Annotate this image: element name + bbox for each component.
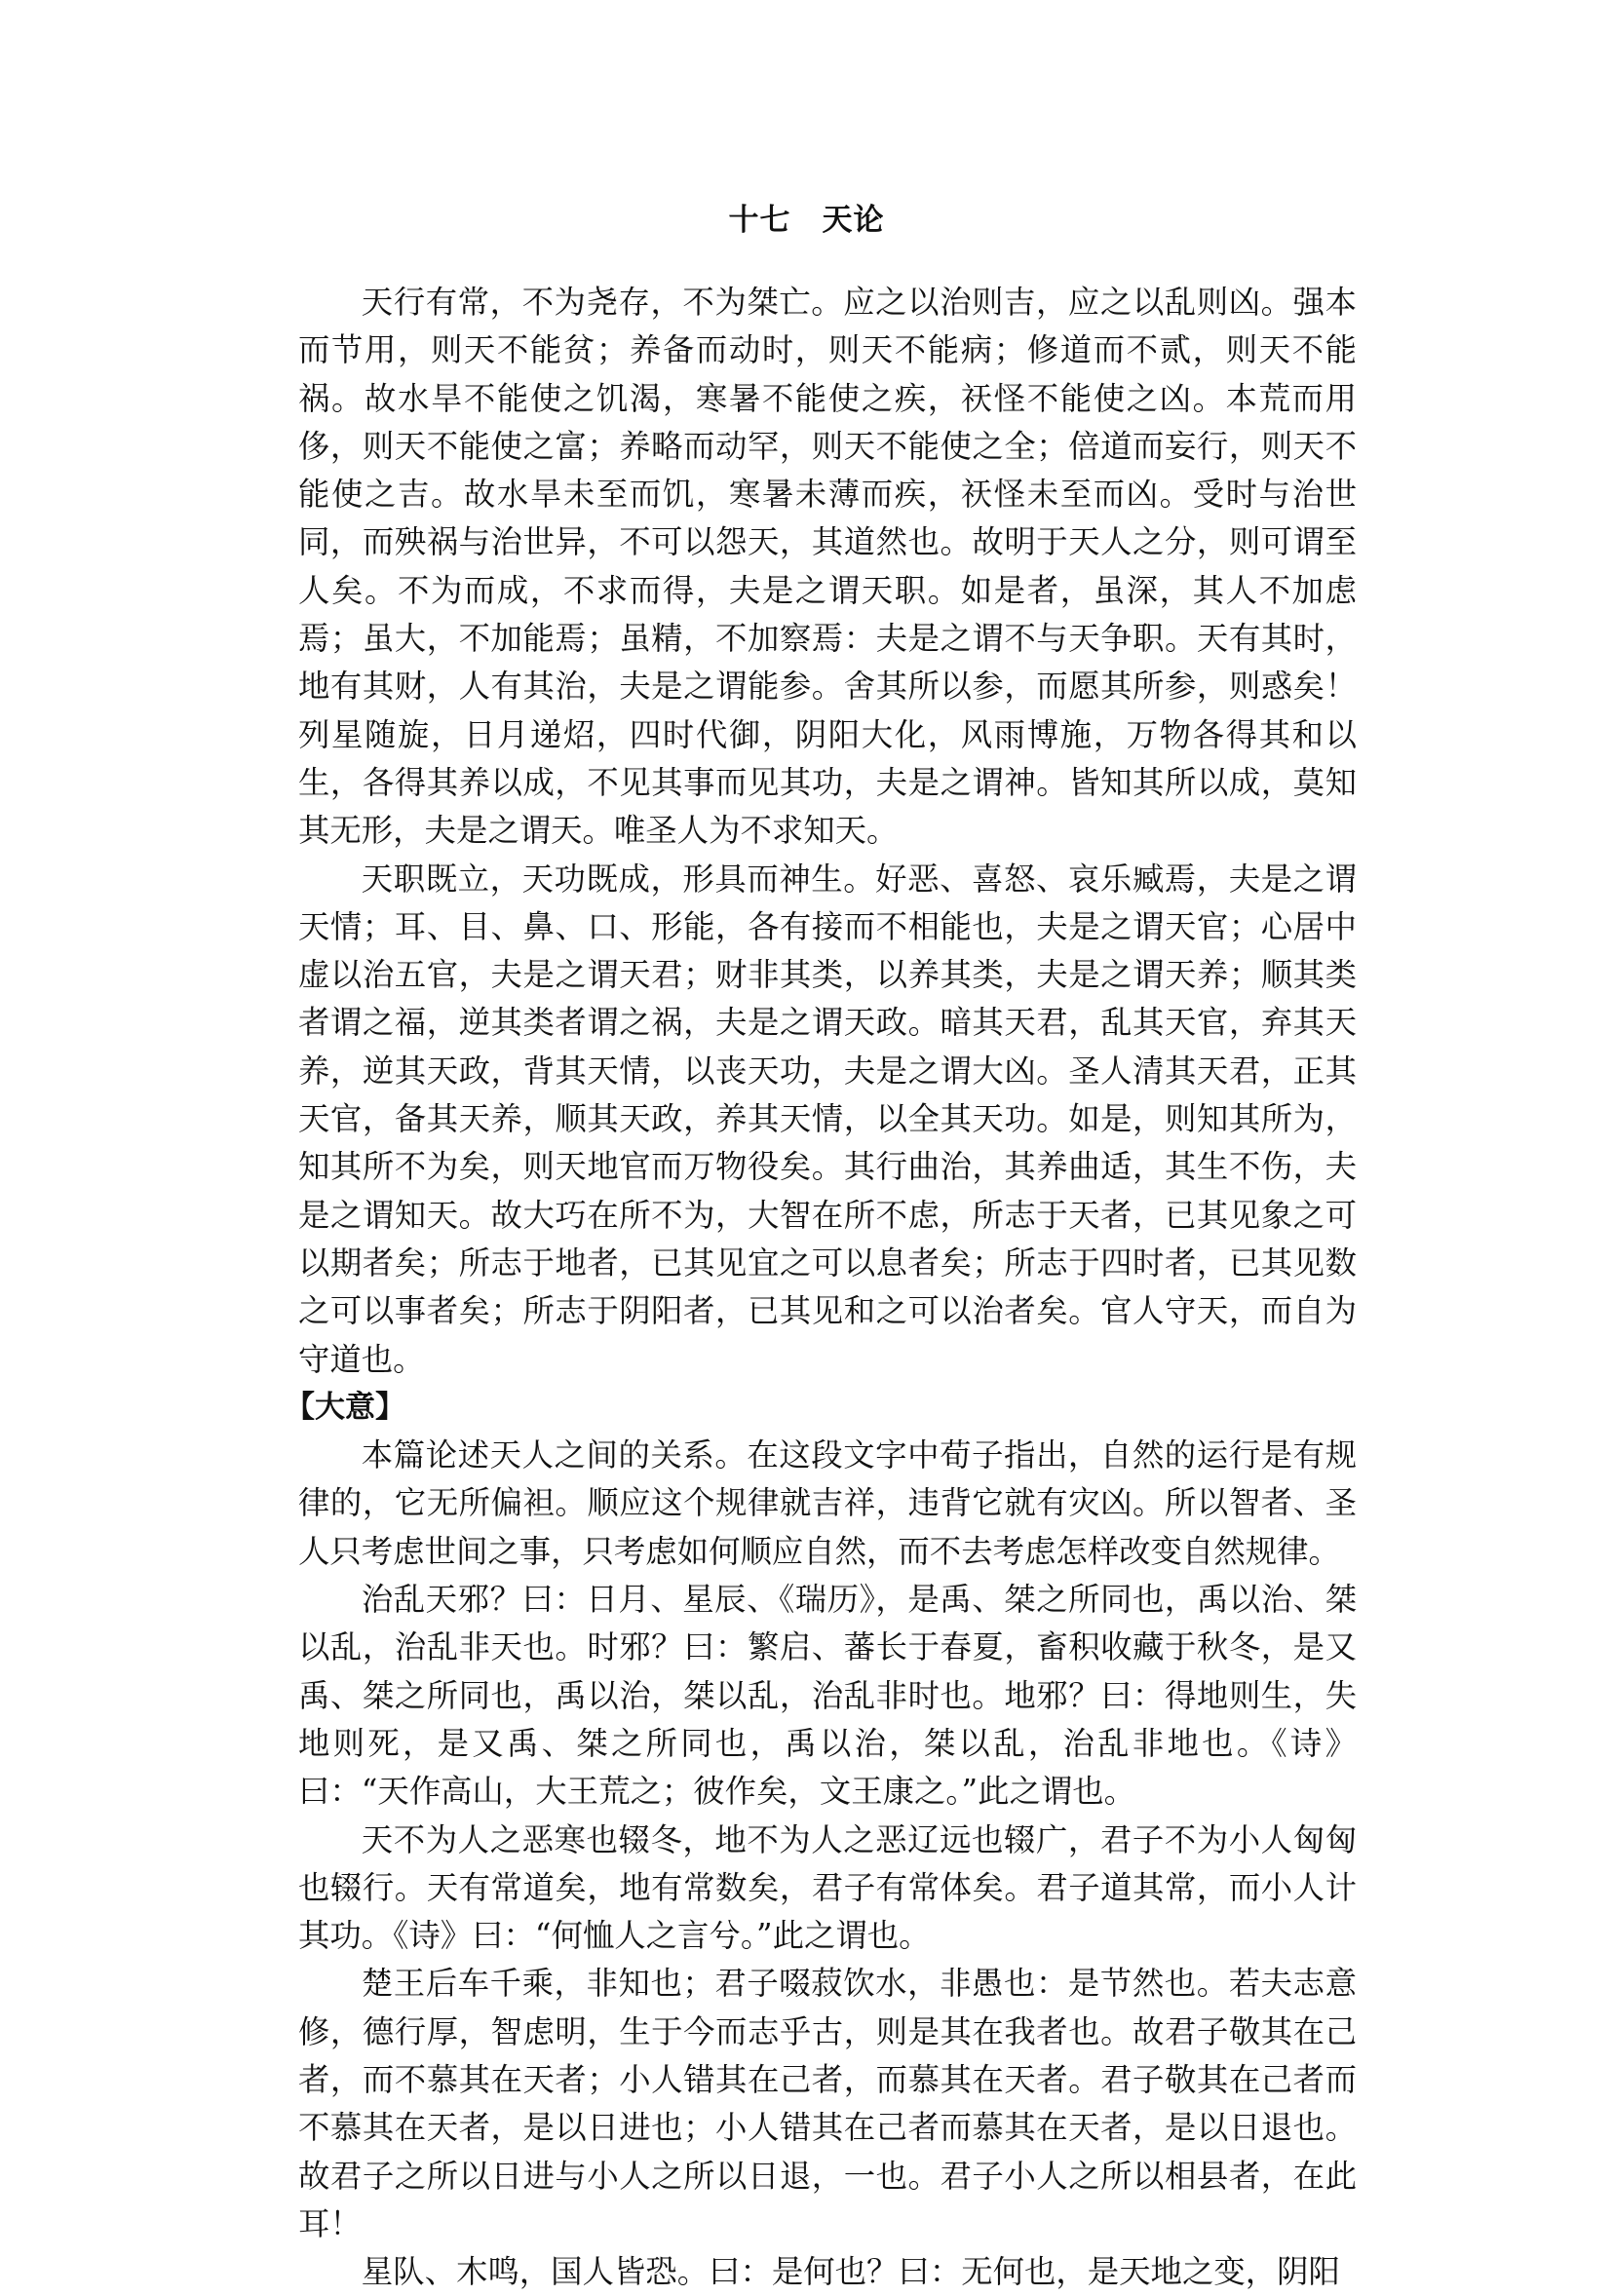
paragraph: 天行有常，不为尧存，不为桀亡。应之以治则吉，应之以乱则凶。强本而节用，则天不能贫；养备而动时，则天不能病；修道而不贰，则天不能祸。故水旱不能使之饥渴，寒暑不能使之疾，祆怪不能使之凶。本荒而用侈，则天不能使之富；养略而动罕，则天不能使之全；倍道而妄行，则天不能使之吉。故水旱未至而饥，寒暑未薄而疾，祆怪未至而凶。受时与治世同，而殃祸与治世异，不可以怨天，其道然也。故明于天人之分，则可谓至人矣。不为而成，不求而得，夫是之谓天职。如是者，虽深，其人不加虑焉；虽大，不加能焉；虽精，不加察焉：夫是之谓不与天争职。天有其时，地有其财，人有其治，夫是之谓能参。舍其所以参，而愿其所参，则惑矣！列星随旋，日月递炤，四时代御，阴阳大化，风雨博施，万物各得其和以生，各得其养以成，不见其事而见其功，夫是之谓神。皆知其所以成，莫知其无形，夫是之谓天。唯圣人为不求知天。 — [298, 284, 1357, 850]
paragraph: 星队、木鸣，国人皆恐。曰：是何也？曰：无何也，是天地之变，阴阳 — [361, 2253, 1340, 2291]
main-text — [285, 279, 1357, 2296]
section-heading-summary: 【大意】 — [285, 1389, 405, 1425]
paragraph: 本篇论述天人之间的关系。在这段文字中荀子指出，自然的运行是有规律的，它无所偏袒。顺应这个规律就吉祥，违背它就有灾凶。所以智者、圣人只考虑世间之事，只考虑如何顺应自然，而不去考虑怎样改变自然规律。 — [298, 1436, 1357, 1570]
paragraph: 楚王后车千乘，非知也；君子啜菽饮水，非愚也：是节然也。若夫志意修，德行厚，智虑明，生于今而志乎古，则是其在我者也。故君子敬其在己者，而不慕其在天者；小人错其在己者，而慕其在天者。君子敬其在己者而不慕其在天者，是以日进也；小人错其在己者而慕其在天者，是以日退也。故君子之所以日进与小人之所以日退，一也。君子小人之所以相县者，在此耳！ — [298, 1965, 1357, 2242]
paragraph: 治乱天邪？曰：日月、星辰、《瑞历》，是禹、桀之所同也，禹以治、桀以乱，治乱非天也。时邪？曰：繁启、蕃长于春夏，畜积收藏于秋冬，是又禹、桀之所同也，禹以治，桀以乱，治乱非时也。地邪？曰：得地则生，失地则死，是又禹、桀之所同也，禹以治，桀以乱，治乱非地也。《诗》曰：“天作高山，大王荒之；彼作矣，文王康之。”此之谓也。 — [298, 1581, 1357, 1811]
paragraph: 天不为人之恶寒也辍冬，地不为人之恶辽远也辍广，君子不为小人匈匈也辍行。天有常道矣，地有常数矣，君子有常体矣。君子道其常，而小人计其功。《诗》曰：“何恤人之言兮。”此之谓也。 — [298, 1820, 1357, 1955]
paragraph: 天职既立，天功既成，形具而神生。好恶、喜怒、哀乐臧焉，夫是之谓天情；耳、目、鼻、口、形能，各有接而不相能也，夫是之谓天官；心居中虚以治五官，夫是之谓天君；财非其类，以养其类，夫是之谓天养；顺其类者谓之福，逆其类者谓之祸，夫是之谓天政。暗其天君，乱其天官，弃其天养，逆其天政，背其天情，以丧天功，夫是之谓大凶。圣人清其天君，正其天官，备其天养，顺其天政，养其天情，以全其天功。如是，则知其所为，知其所不为矣，则天地官而万物役矣。其行曲治，其养曲适，其生不伤，夫是之谓知天。故大巧在所不为，大智在所不虑，所志于天者，已其见象之可以期者矣；所志于地者，已其见宜之可以息者矣；所志于四时者，已其见数之可以事者矣；所志于阴阳者，已其见和之可以治者矣。官人守天，而自为守道也。 — [298, 860, 1357, 1378]
chapter-title: 十七 天论 — [728, 203, 885, 238]
